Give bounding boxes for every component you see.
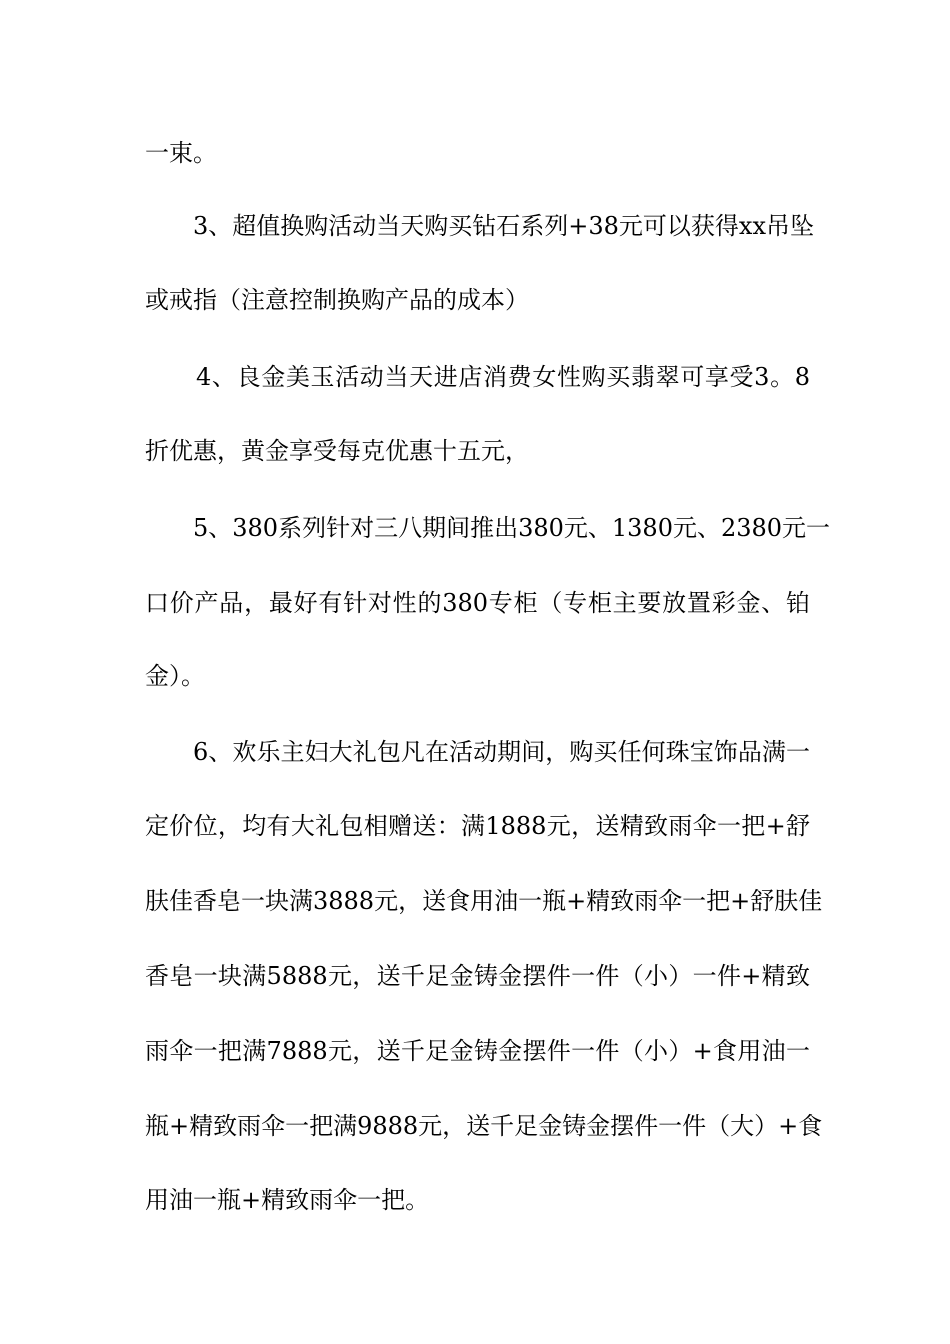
paragraph-line: 折优惠，黄金享受每克优惠十五元， bbox=[145, 437, 529, 465]
paragraph-line: 一束。 bbox=[145, 139, 217, 167]
paragraph-line: 6、欢乐主妇大礼包凡在活动期间，购买任何珠宝饰品满一 bbox=[193, 738, 810, 766]
paragraph-line: 4、良金美玉活动当天进店消费女性购买翡翠可享受3。8 bbox=[196, 363, 810, 391]
paragraph-line: 金）。 bbox=[145, 662, 205, 690]
paragraph-line: 5、380系列针对三八期间推出380元、1380元、2380元一 bbox=[193, 514, 831, 542]
paragraph-line: 3、超值换购活动当天购买钻石系列+38元可以获得xx吊坠 bbox=[193, 212, 814, 240]
paragraph-line: 肤佳香皂一块满3888元，送食用油一瓶+精致雨伞一把+舒肤佳 bbox=[145, 887, 823, 915]
paragraph-line: 用油一瓶+精致雨伞一把。 bbox=[145, 1186, 430, 1214]
paragraph-line: 雨伞一把满7888元，送千足金铸金摆件一件（小）+食用油一 bbox=[145, 1037, 810, 1065]
paragraph-line: 香皂一块满5888元，送千足金铸金摆件一件（小）一件+精致 bbox=[145, 962, 810, 990]
paragraph-line: 定价位，均有大礼包相赠送：满1888元，送精致雨伞一把+舒 bbox=[145, 812, 810, 840]
paragraph-line: 口价产品，最好有针对性的380专柜（专柜主要放置彩金、铂 bbox=[145, 589, 810, 617]
paragraph-line: 瓶+精致雨伞一把满9888元，送千足金铸金摆件一件（大）+食 bbox=[145, 1112, 823, 1140]
paragraph-line: 或戒指（注意控制换购产品的成本） bbox=[145, 286, 529, 314]
